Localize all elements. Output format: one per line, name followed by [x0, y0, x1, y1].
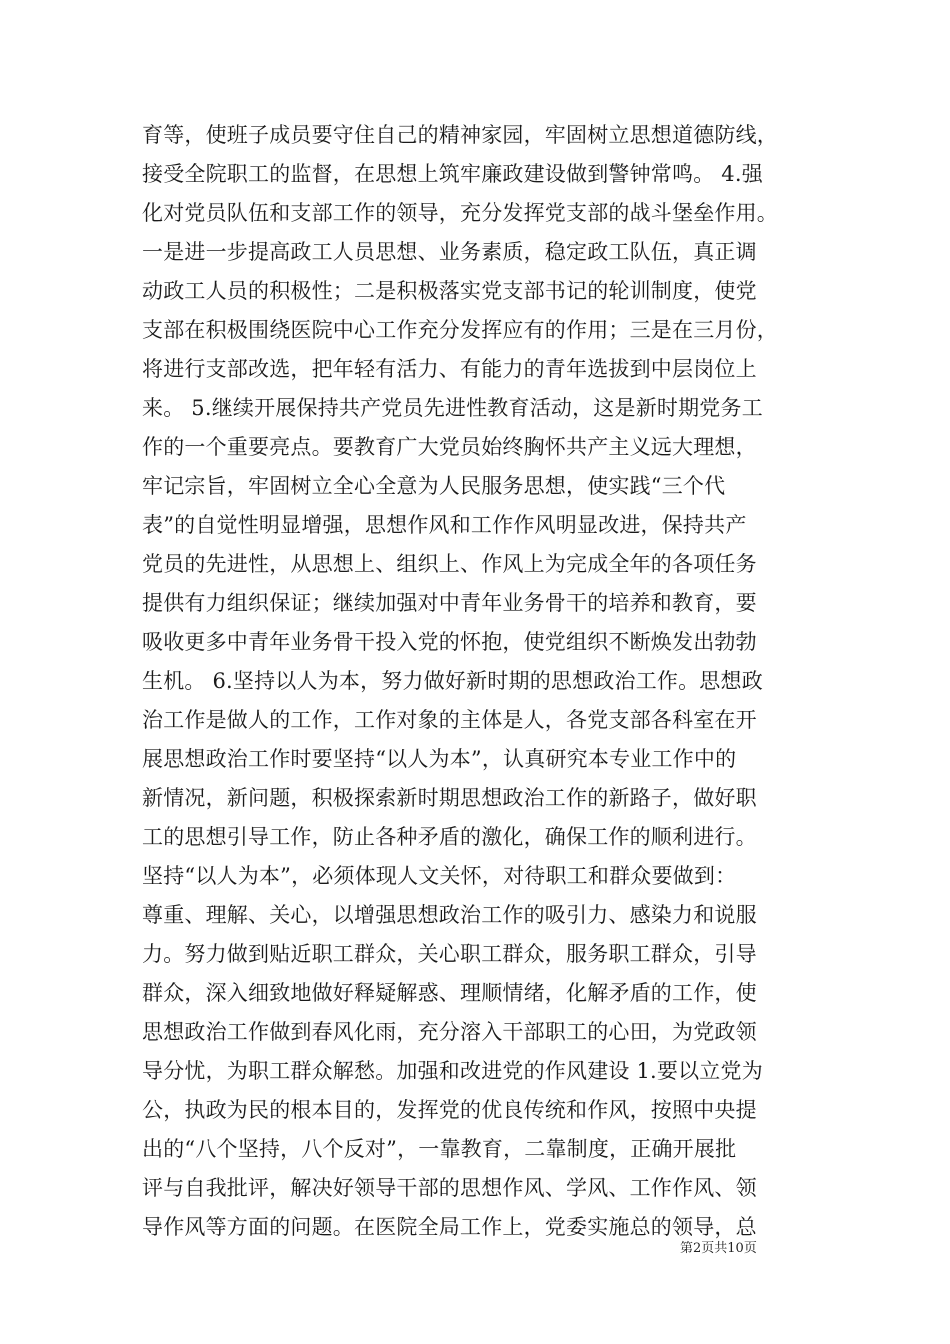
text-line: 导作风等方面的问题。在医院全局工作上，党委实施总的领导，总: [142, 1215, 757, 1239]
text-line: 坚持“以人为本”，必须体现人文关怀，对待职工和群众要做到：: [142, 864, 737, 888]
text-line: 党员的先进性，从思想上、组织上、作风上为完成全年的各项任务: [142, 552, 757, 576]
text-line: 将进行支部改选，把年轻有活力、有能力的青年选拔到中层岗位上: [142, 357, 757, 381]
text-line: 育等，使班子成员要守住自己的精神家园，牢固树立思想道德防线，: [142, 123, 778, 147]
text-line: 一是进一步提高政工人员思想、业务素质，稳定政工队伍，真正调: [142, 240, 757, 264]
text-line: 提供有力组织保证；继续加强对中青年业务骨干的培养和教育，要: [142, 591, 757, 615]
page-number-footer: 第2页共10页: [680, 1241, 757, 1256]
text-line: 尊重、理解、关心，以增强思想政治工作的吸引力、感染力和说服: [142, 903, 757, 927]
body-text: [142, 116, 822, 1247]
text-line: 思想政治工作做到春风化雨，充分溶入干部职工的心田，为党政领: [142, 1020, 757, 1044]
text-line: 来。 5.继续开展保持共产党员先进性教育活动，这是新时期党务工: [142, 396, 763, 420]
text-line: 群众，深入细致地做好释疑解惑、理顺情绪，化解矛盾的工作，使: [142, 981, 757, 1005]
text-line: 导分忧，为职工群众解愁。加强和改进党的作风建设 1.要以立党为: [142, 1059, 763, 1083]
text-line: 接受全院职工的监督，在思想上筑牢廉政建设做到警钟常鸣。 4.强: [142, 162, 763, 186]
text-line: 作的一个重要亮点。要教育广大党员始终胸怀共产主义远大理想，: [142, 435, 757, 459]
text-line: 吸收更多中青年业务骨干投入党的怀抱，使党组织不断焕发出勃勃: [142, 630, 757, 654]
text-line: 展思想政治工作时要坚持“以人为本”，认真研究本专业工作中的: [142, 747, 737, 771]
text-line: 表”的自觉性明显增强，思想作风和工作作风明显改进，保持共产: [142, 513, 747, 537]
text-line: 化对党员队伍和支部工作的领导，充分发挥党支部的战斗堡垒作用。: [142, 201, 778, 225]
text-line: 评与自我批评，解决好领导干部的思想作风、学风、工作作风、领: [142, 1176, 757, 1200]
text-line: 治工作是做人的工作，工作对象的主体是人，各党支部各科室在开: [142, 708, 757, 732]
text-line: 出的“八个坚持，八个反对”，一靠教育，二靠制度，正确开展批: [142, 1137, 737, 1161]
text-line: 动政工人员的积极性；二是积极落实党支部书记的轮训制度，使党: [142, 279, 757, 303]
text-line: 生机。 6.坚持以人为本，努力做好新时期的思想政治工作。思想政: [142, 669, 763, 693]
text-line: 工的思想引导工作，防止各种矛盾的激化，确保工作的顺利进行。: [142, 825, 757, 849]
text-line: 力。努力做到贴近职工群众，关心职工群众，服务职工群众，引导: [142, 942, 757, 966]
text-line: 新情况，新问题，积极探索新时期思想政治工作的新路子，做好职: [142, 786, 757, 810]
text-line: 公，执政为民的根本目的，发挥党的优良传统和作风，按照中央提: [142, 1098, 757, 1122]
text-line: 支部在积极围绕医院中心工作充分发挥应有的作用；三是在三月份，: [142, 318, 778, 342]
text-line: 牢记宗旨，牢固树立全心全意为人民服务思想，使实践“三个代: [142, 474, 726, 498]
